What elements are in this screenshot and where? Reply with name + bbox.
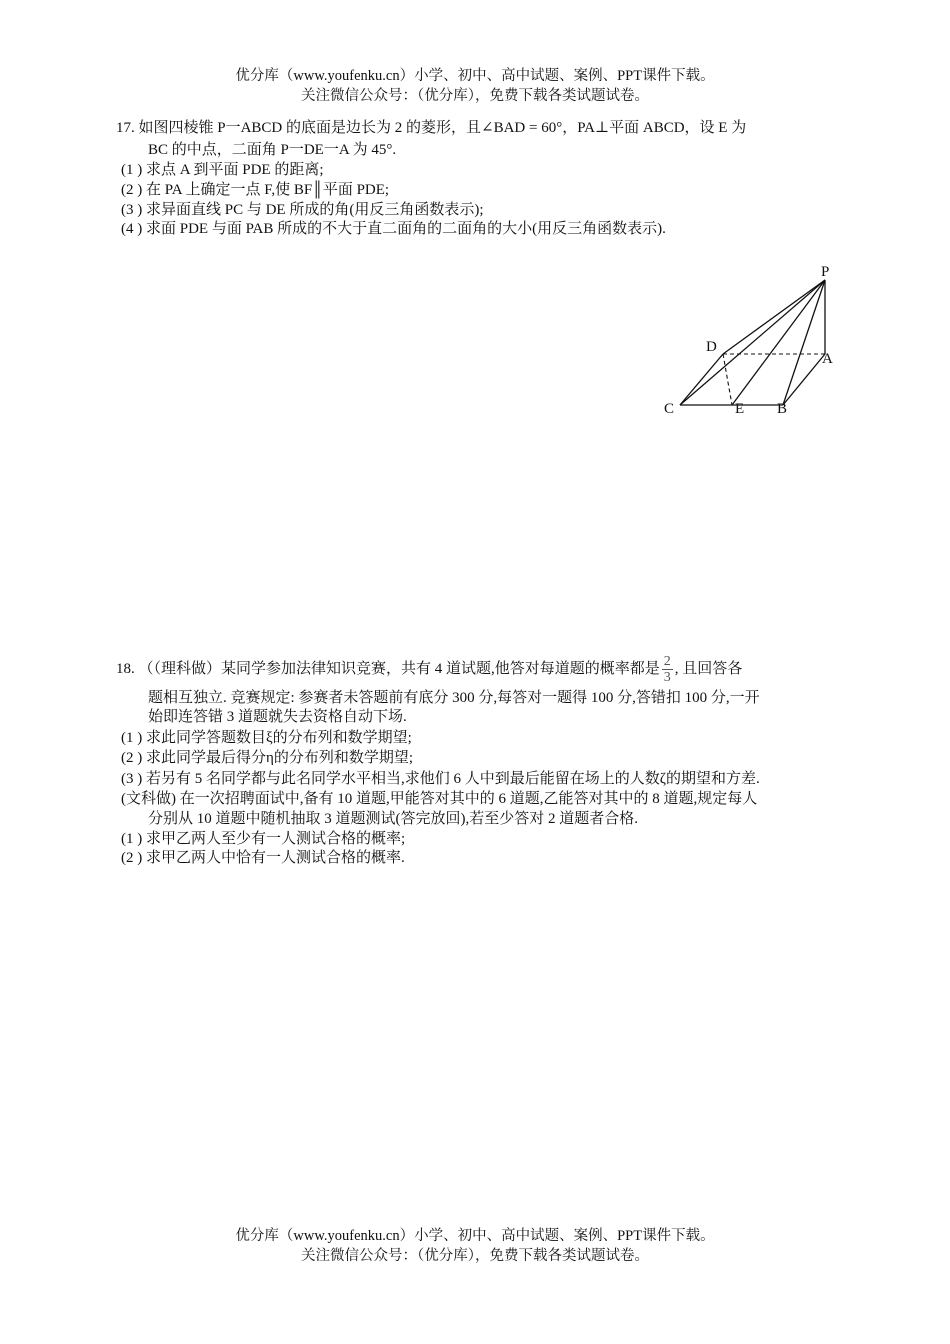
q18-wen-line-1: (文科做) 在一次招聘面试中,备有 10 道题,甲能答对其中的 6 道题,乙能答对其中的 8 道题,规定每人 [121, 791, 758, 807]
label-C: C [664, 401, 675, 417]
q18-stem-line-3: 始即连答错 3 道题就失去资格自动下场. [148, 709, 407, 725]
fraction-denominator: 3 [663, 670, 671, 685]
footer-line-2: 关注微信公众号：（优分库），免费下载各类试题试卷。 [301, 1248, 649, 1264]
edge-CD [680, 354, 723, 405]
fraction-numerator: 2 [663, 654, 671, 669]
q18-stem-post: , 且回答各 [674, 660, 743, 677]
q18-part-3: (3 ) 若另有 5 名同学都与此名同学水平相当,求他们 6 人中到最后能留在场上的人数ζ的期望和方差. [121, 771, 760, 787]
label-D: D [706, 339, 717, 355]
q17-stem-line-1: 17. 如图四棱锥 P一ABCD 的底面是边长为 2 的菱形，且∠BAD = 60°，PA⊥平面 ABCD，设 E 为 [116, 120, 747, 136]
edge-BA [783, 354, 825, 405]
q18-stem-line-1 [116, 654, 742, 685]
q18-wen-part-2: (2 ) 求甲乙两人中恰有一人测试合格的概率. [121, 850, 405, 866]
header-line-1: 优分库（www.youfenku.cn）小学、初中、高中试题、案例、PPT课件下载。 [235, 68, 715, 84]
q18-part-1: (1 ) 求此同学答题数目ξ的分布列和数学期望; [121, 730, 412, 746]
q17-part-2: (2 ) 在 PA 上确定一点 F,使 BF║平面 PDE; [121, 182, 390, 198]
label-B: B [777, 401, 788, 417]
probability-fraction [662, 654, 673, 685]
q17-part-4: (4 ) 求面 PDE 与面 PAB 所成的不大于直二面角的二面角的大小(用反三角函数表示). [121, 221, 666, 237]
q18-stem-line-2: 题相互独立. 竞赛规定: 参赛者未答题前有底分 300 分,每答对一题得 100 分,答错扣 100 分,一开 [148, 690, 760, 706]
q17-stem-line-2: BC 的中点，二面角 P一DE一A 为 45°. [148, 142, 397, 158]
q18-wen-line-2: 分别从 10 道题中随机抽取 3 道题测试(答完放回),若至少答对 2 道题者合格. [148, 811, 638, 827]
footer-line-1: 优分库（www.youfenku.cn）小学、初中、高中试题、案例、PPT课件下载。 [235, 1228, 715, 1244]
label-E: E [735, 401, 745, 417]
page-footer [0, 1226, 950, 1266]
label-P: P [821, 264, 830, 280]
label-A: A [822, 351, 833, 367]
pyramid-diagram [650, 258, 850, 420]
q18-stem-pre: 18. （（理科做）某同学参加法律知识竞赛，共有 4 道试题,他答对每道题的概率都是 [116, 660, 660, 677]
q17-part-3: (3 ) 求异面直线 PC 与 DE 所成的角(用反三角函数表示); [121, 202, 484, 218]
pyramid-figure [650, 258, 850, 420]
page-header [0, 66, 950, 106]
q18-part-2: (2 ) 求此同学最后得分η的分布列和数学期望; [121, 750, 414, 766]
edge-PC [680, 280, 825, 405]
q18-wen-part-1: (1 ) 求甲乙两人至少有一人测试合格的概率; [121, 831, 406, 847]
edge-PE [732, 280, 825, 405]
header-line-2: 关注微信公众号：（优分库），免费下载各类试题试卷。 [301, 88, 649, 104]
q17-part-1: (1 ) 求点 A 到平面 PDE 的距离; [121, 162, 324, 178]
edge-PD [723, 280, 825, 354]
